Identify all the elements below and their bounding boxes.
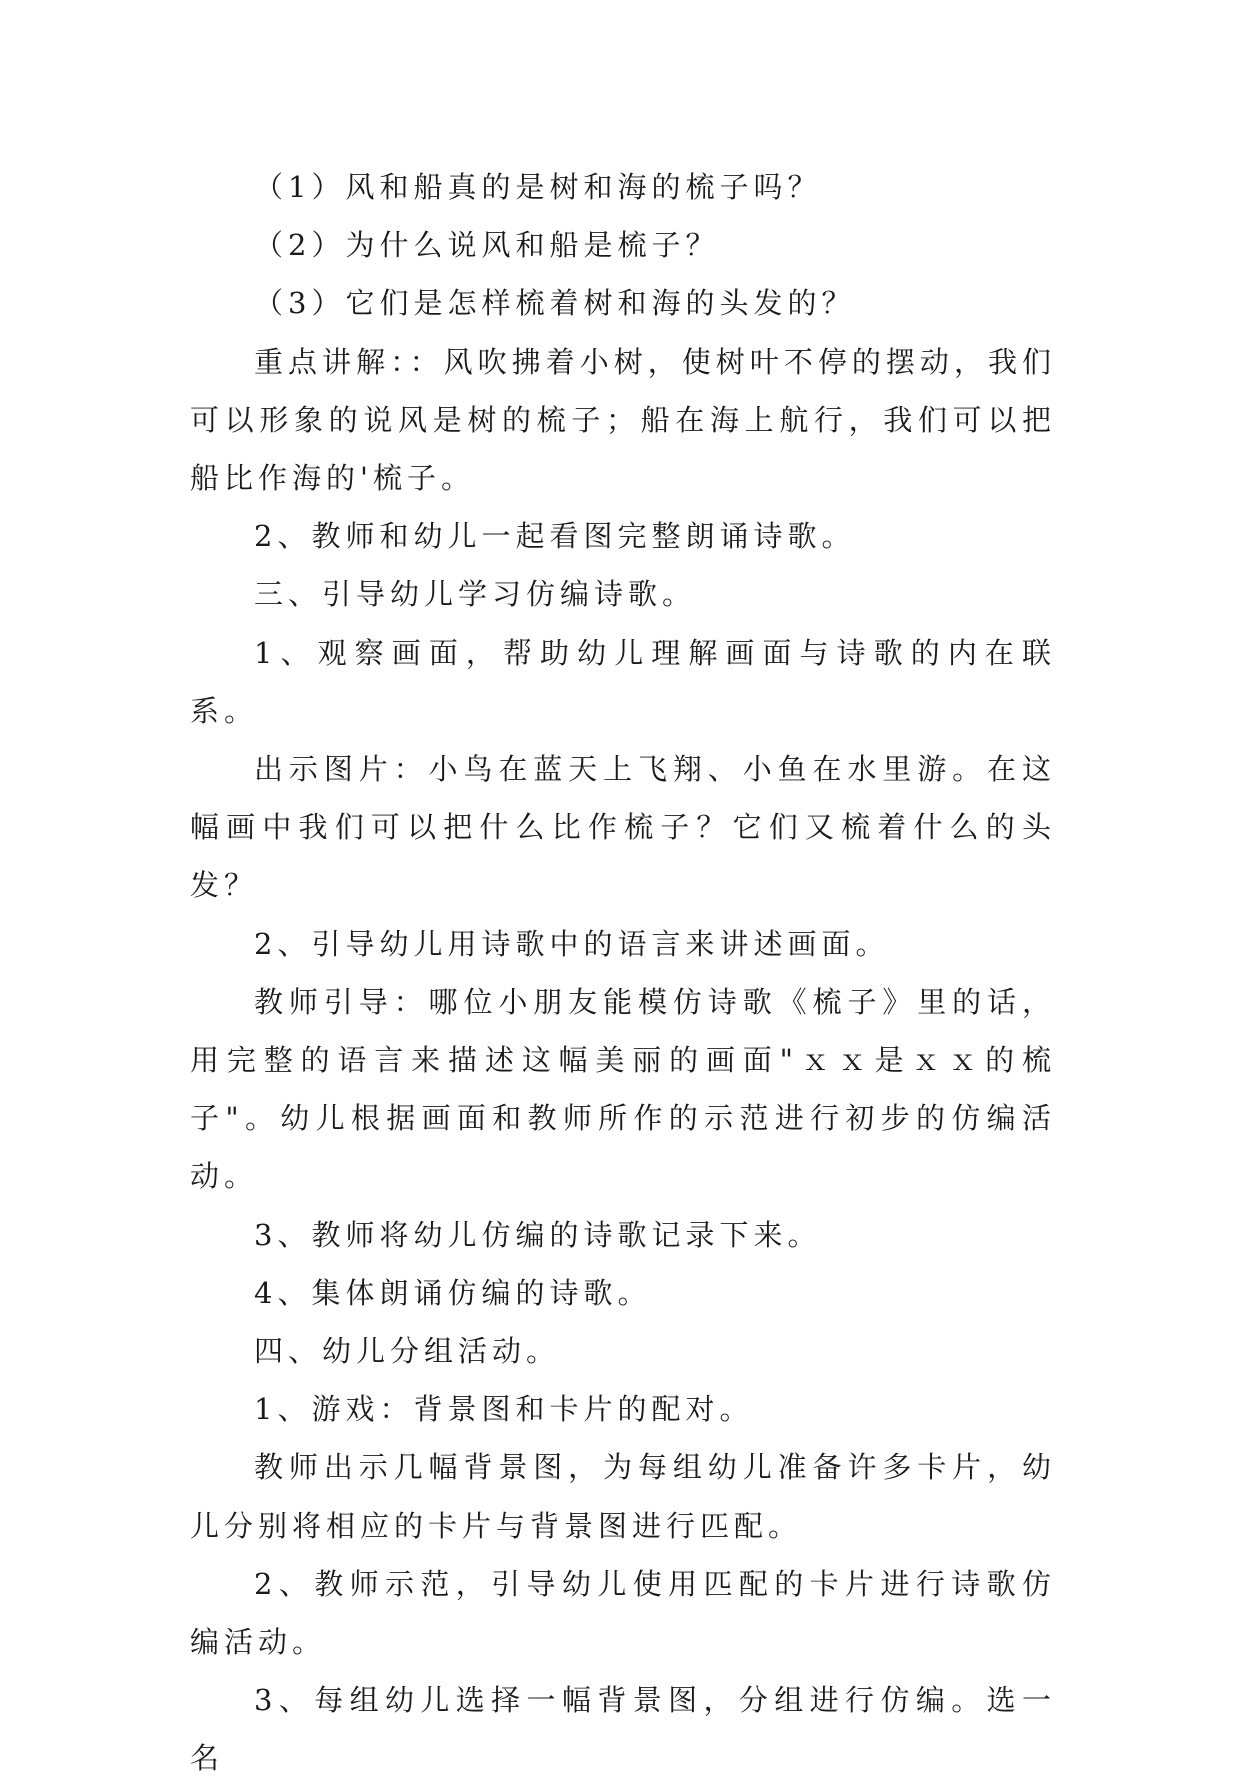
paragraph-2: （2）为什么说风和船是梳子？: [254, 228, 720, 263]
paragraph-16: 2、教师示范，引导幼儿使用匹配的卡片进行诗歌仿编活动。: [190, 1566, 1056, 1660]
paragraph-8: 出示图片：小鸟在蓝天上飞翔、小鱼在水里游。在这幅画中我们可以把什么比作梳子？它们又梳着什么的头发？: [190, 752, 1056, 903]
paragraph-4: 重点讲解：：风吹拂着小树，使树叶不停的摆动，我们可以形象的说风是树的梳子；船在海上航行，我们可以把船比作海的'梳子。: [190, 344, 1056, 496]
paragraph-17: 3、每组幼儿选择一幅背景图，分组进行仿编。选一名: [190, 1683, 1056, 1776]
section-heading-4: 四、幼儿分组活动。: [254, 1334, 561, 1369]
paragraph-10: 教师引导：哪位小朋友能模仿诗歌《梳子》里的话，用完整的语言来描述这幅美丽的画面"ｘｘ是ｘｘ的梳子"。幼儿根据画面和教师所作的示范进行初步的仿编活动。: [190, 984, 1056, 1194]
paragraph-14: 1、游戏：背景图和卡片的配对。: [254, 1392, 754, 1427]
document-body: [190, 158, 1056, 1788]
paragraph-11: 3、教师将幼儿仿编的诗歌记录下来。: [254, 1217, 822, 1252]
paragraph-7: 1、观察画面，帮助幼儿理解画面与诗歌的内在联系。: [190, 635, 1056, 728]
section-heading-3: 三、引导幼儿学习仿编诗歌。: [254, 577, 697, 612]
paragraph-5: 2、教师和幼儿一起看图完整朗诵诗歌。: [254, 519, 856, 554]
paragraph-15: 教师出示几幅背景图，为每组幼儿准备许多卡片，幼儿分别将相应的卡片与背景图进行匹配。: [190, 1450, 1056, 1543]
paragraph-1: （1）风和船真的是树和海的梳子吗？: [254, 170, 822, 204]
paragraph-12: 4、集体朗诵仿编的诗歌。: [254, 1275, 652, 1310]
paragraph-3: （3）它们是怎样梳着树和海的头发的？: [254, 286, 856, 321]
paragraph-9: 2、引导幼儿用诗歌中的语言来讲述画面。: [254, 926, 890, 961]
